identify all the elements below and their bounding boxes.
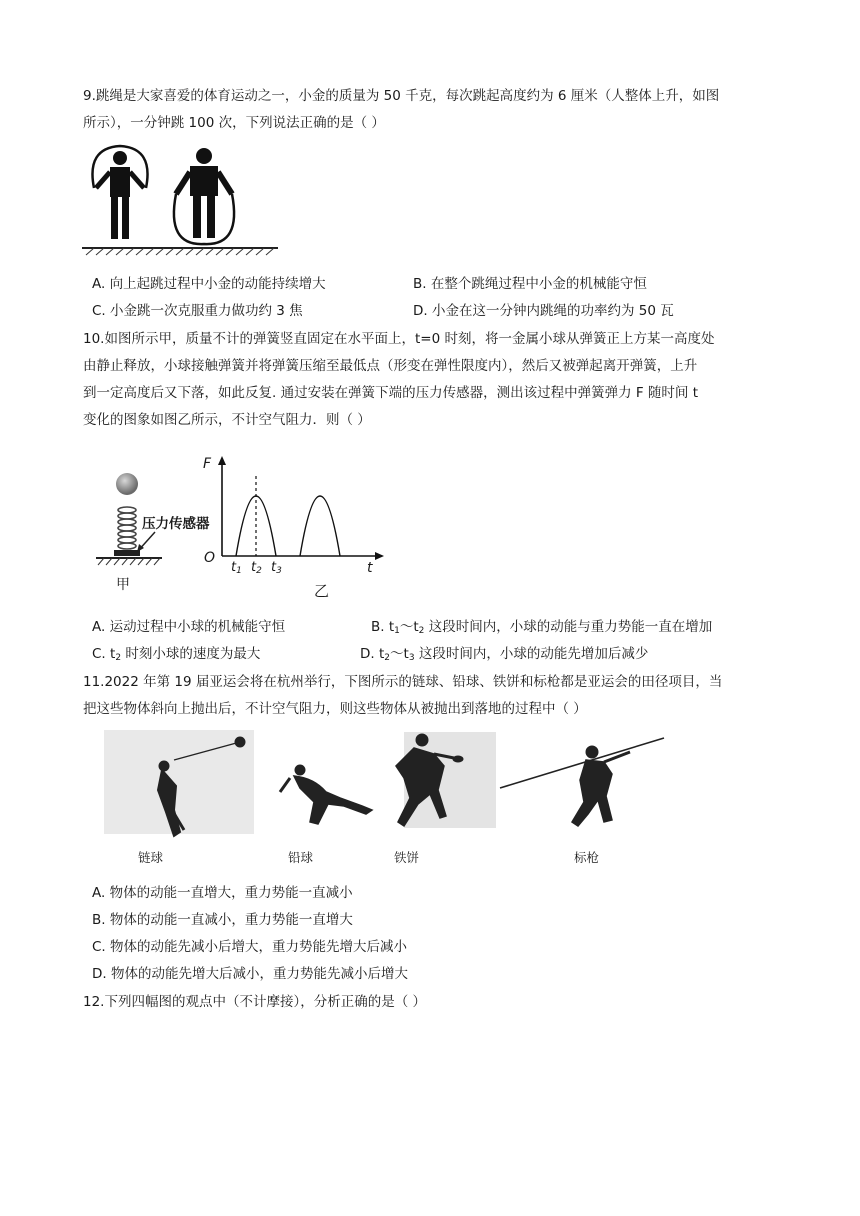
discus-athlete [396, 734, 463, 826]
q10-figure-yi-graph [200, 456, 390, 606]
shot-put-athlete [280, 765, 372, 824]
caption-javelin: 标枪 [574, 850, 600, 865]
figure-jia-label: 甲 [116, 577, 130, 593]
q11-stem-line1: 11.2022 年第 19 届亚运会将在杭州举行，下图所示的链球、铅球、铁饼和标枪都是亚运会的田径项目，当 [83, 674, 723, 690]
q9-jump-rope-figure [80, 144, 280, 256]
q10-stem-line4: 变化的图象如图乙所示，不计空气阻力．则（ ） [83, 412, 371, 428]
q11-option-c[interactable]: C. 物体的动能先减小后增大，重力势能先增大后减小 [92, 939, 408, 955]
q11-option-d[interactable]: D. 物体的动能先增大后减小，重力势能先减小后增大 [92, 966, 408, 982]
figure-yi-label: 乙 [314, 582, 330, 600]
caption-discus: 铁饼 [394, 850, 420, 865]
axis-label-t: t [367, 560, 373, 576]
q10-stem-line2: 由静止释放，小球接触弹簧并将弹簧压缩至最低点（形变在弹性限度内），然后又被弹起离开弹簧，上升 [83, 358, 698, 374]
q9-option-d[interactable]: D. 小金在这一分钟内跳绳的功率约为 50 瓦 [413, 303, 674, 319]
q10-option-a[interactable]: A. 运动过程中小球的机械能守恒 [92, 619, 286, 635]
q9-option-a[interactable]: A. 向上起跳过程中小金的动能持续增大 [92, 276, 326, 292]
q10-option-c[interactable]: C. $t_2$ 时刻小球的速度为最大 [92, 646, 261, 663]
q11-stem-line2: 把这些物体斜向上抛出后，不计空气阻力，则这些物体从被抛出到落地的过程中（ ） [83, 701, 587, 717]
javelin-athlete [500, 738, 664, 826]
q9-stem-line2: 所示），一分钟跳 100 次，下列说法正确的是（ ） [83, 115, 385, 131]
tick-t1: $t_1$ [231, 560, 242, 576]
caption-hammer: 链球 [138, 850, 164, 865]
axis-label-f: F [203, 456, 212, 472]
q11-option-b[interactable]: B. 物体的动能一直减小，重力势能一直增大 [92, 912, 353, 928]
q10-option-b[interactable]: B. $t_1\sim t_2$ 这段时间内，小球的动能与重力势能一直在增加 [371, 619, 713, 636]
tick-t3: $t_3$ [271, 560, 282, 576]
q10-stem-line1: 10.如图所示甲，质量不计的弹簧竖直固定在水平面上，t=0 时刻，将一金属小球从弹簧正上方某一高度处 [83, 331, 715, 347]
caption-shot-put: 铅球 [288, 850, 314, 865]
q9-option-b[interactable]: B. 在整个跳绳过程中小金的机械能守恒 [413, 276, 647, 292]
q12-stem-line1: 12.下列四幅图的观点中（不计摩接），分析正确的是（ ） [83, 994, 427, 1010]
q11-option-a[interactable]: A. 物体的动能一直增大，重力势能一直减小 [92, 885, 353, 901]
q10-stem-line3: 到一定高度后又下落，如此反复. 通过安装在弹簧下端的压力传感器，测出该过程中弹簧弹力 F 随时间 t [83, 385, 699, 401]
axis-label-origin: O [204, 550, 216, 566]
q9-option-c[interactable]: C. 小金跳一次克服重力做功约 3 焦 [92, 303, 303, 319]
q11-athletics-figure [104, 726, 676, 872]
q9-stem-line1: 9.跳绳是大家喜爱的体育运动之一，小金的质量为 50 千克，每次跳起高度约为 6 厘米（人整体上升，如图 [83, 88, 720, 104]
sensor-label: 压力传感器 [142, 516, 210, 532]
metal-ball [116, 473, 138, 495]
hammer-throw-athlete [158, 737, 245, 836]
tick-t2: $t_2$ [251, 560, 262, 576]
q10-option-d[interactable]: D. $t_2\sim t_3$ 这段时间内，小球的动能先增加后减少 [360, 646, 649, 663]
